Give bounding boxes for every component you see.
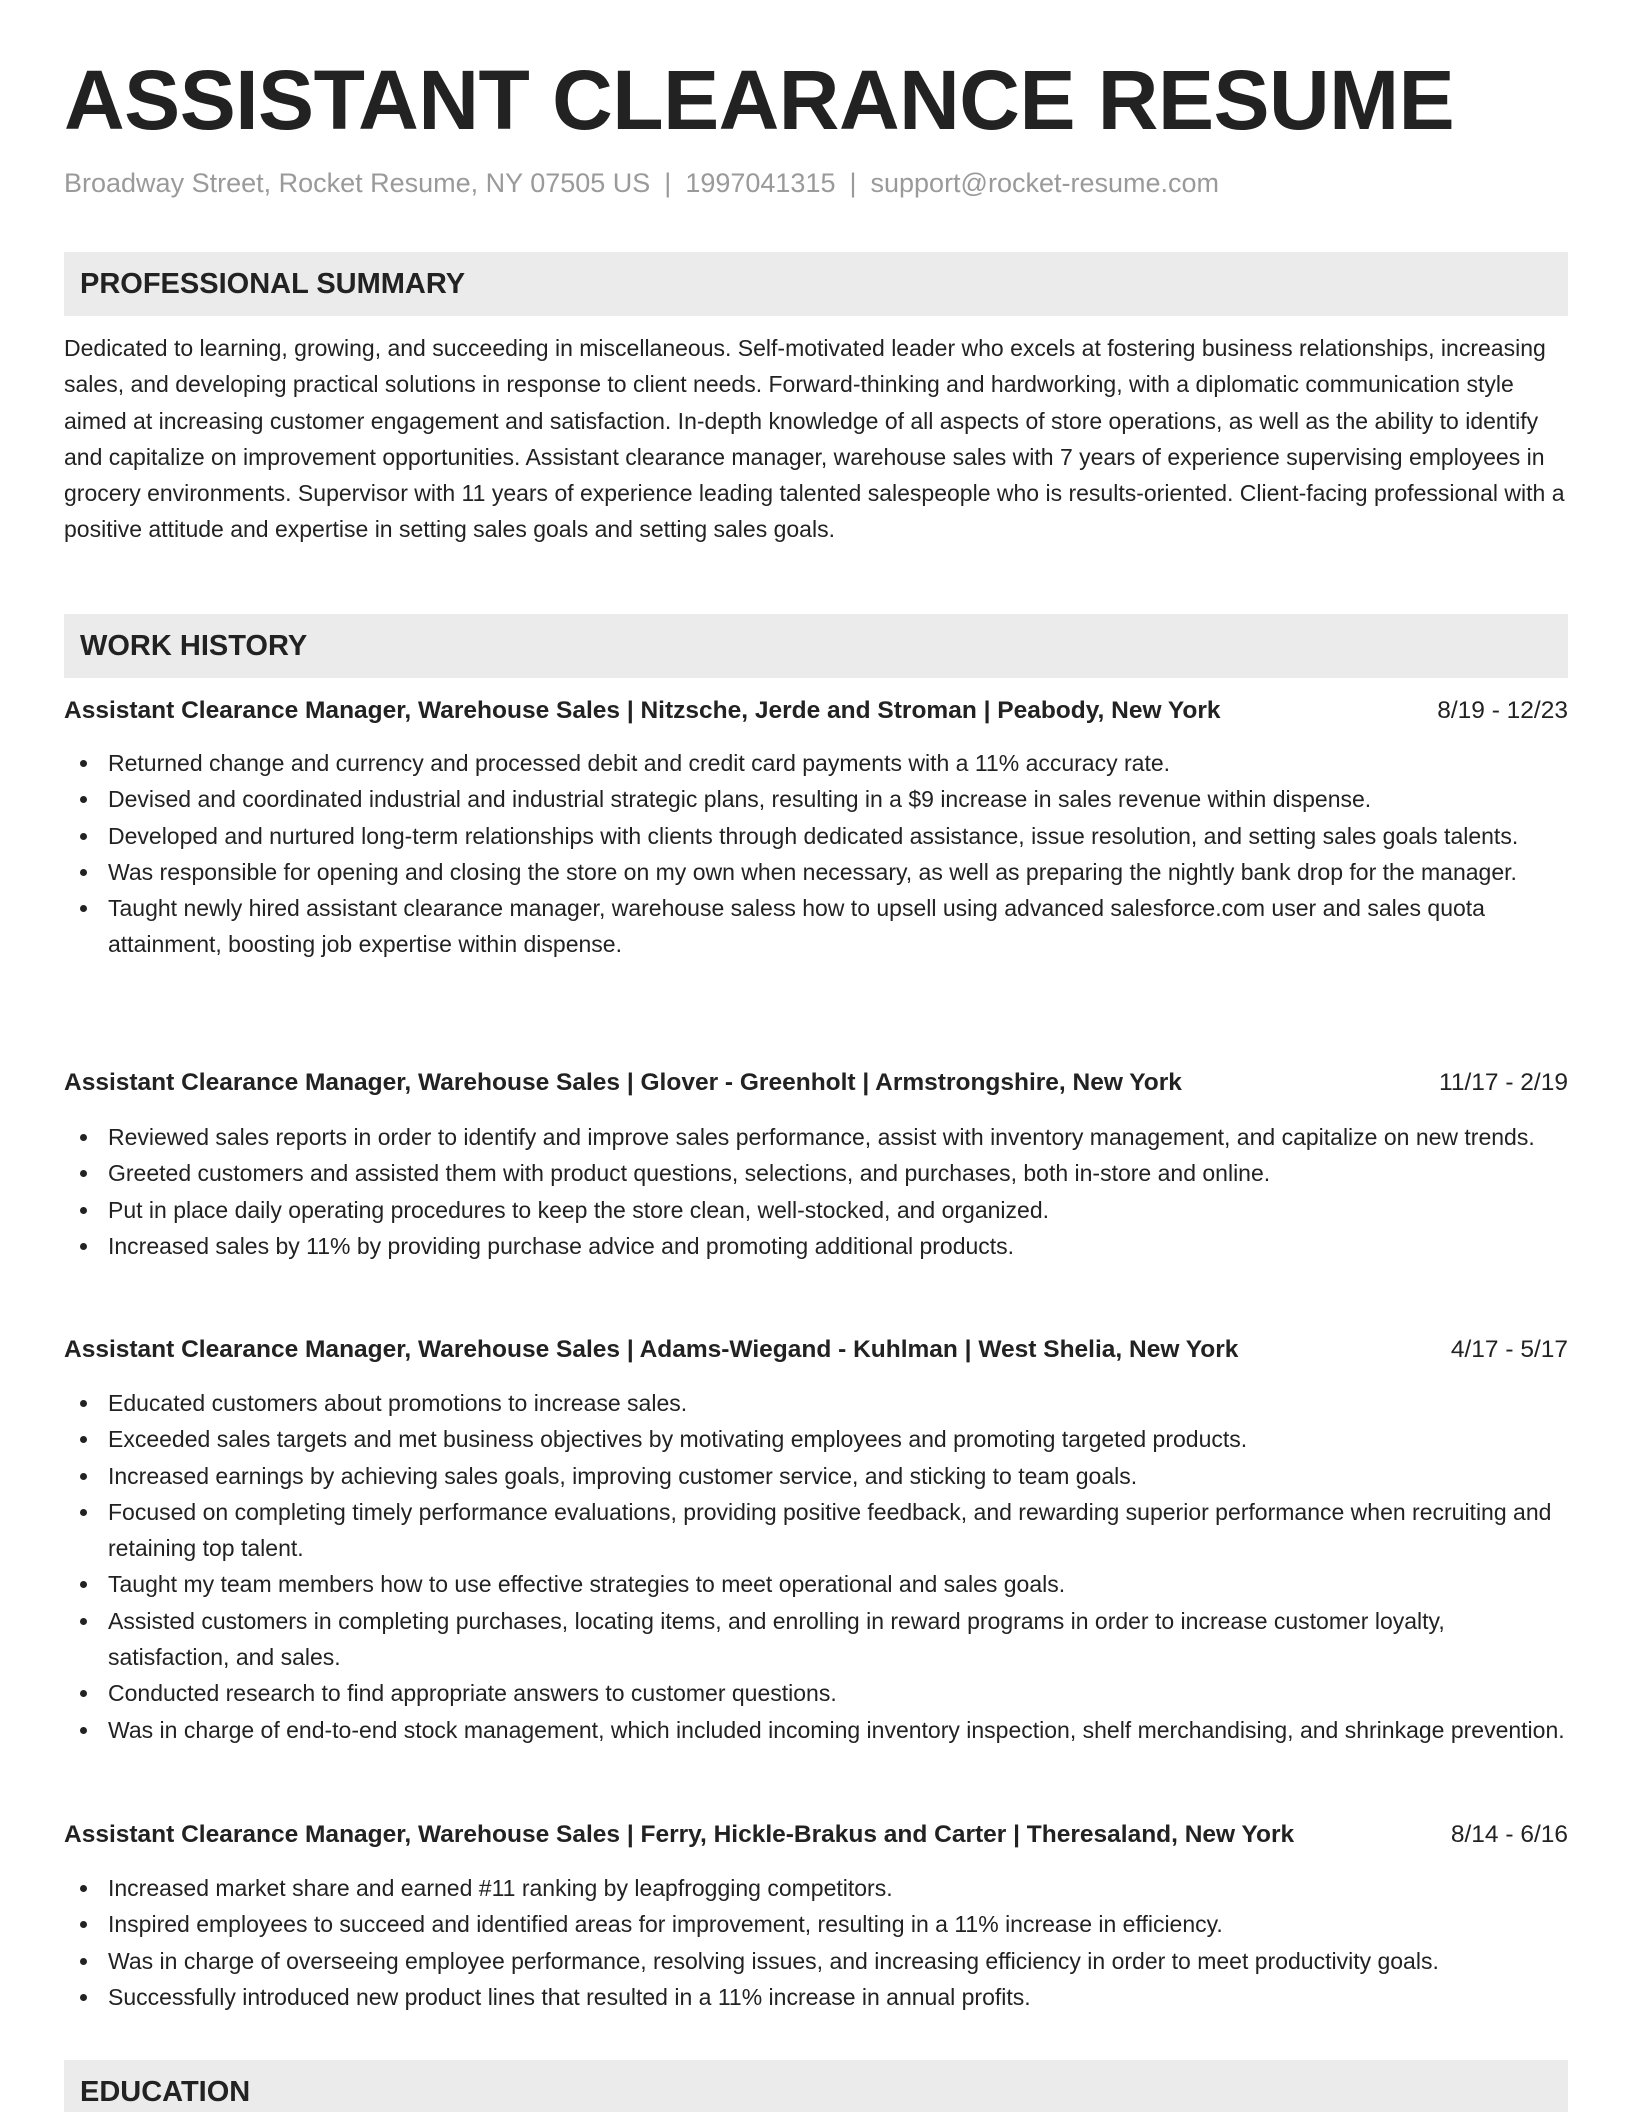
job-bullets	[64, 745, 1568, 963]
job-bullet: Was in charge of end-to-end stock management, which included incoming inventory inspection, shelf merchandising, and shrinkage prevention.	[64, 1712, 1568, 1748]
job-bullet: Taught newly hired assistant clearance manager, warehouse saless how to upsell using advanced salesforce.com user and sales quota attainment, boosting job expertise within dispense.	[64, 890, 1568, 963]
job-dates: 11/17 - 2/19	[1439, 1069, 1568, 1096]
job-dates: 8/14 - 6/16	[1450, 1821, 1568, 1848]
summary-text: Dedicated to learning, growing, and succeeding in miscellaneous. Self-motivated leader who excels at fostering business relationships, increasing sales, and developing practical solutions in response to client needs. Forward-thinking and hardworking, with a diplomatic communication style aimed at increasing customer engagement and satisfaction. In-depth knowledge of all aspects of store operations, as well as the ability to identify and capitalize on improvement opportunities. Assistant clearance manager, warehouse sales with 7 years of experience supervising employees in grocery environments. Supervisor with 11 years of experience leading talented salespeople who is results-oriented. Client-facing professional with a positive attitude and expertise in setting sales goals and setting sales goals.	[64, 335, 1565, 543]
job-bullet: Was in charge of overseeing employee performance, resolving issues, and increasing efficiency in order to meet productivity goals.	[64, 1943, 1568, 1979]
job-bullet: Assisted customers in completing purchases, locating items, and enrolling in reward programs in order to increase customer loyalty, satisfaction, and sales.	[64, 1603, 1568, 1676]
job-bullet: Conducted research to find appropriate answers to customer questions.	[64, 1675, 1568, 1711]
job-header	[64, 696, 1568, 726]
job-header	[64, 1820, 1568, 1850]
job-title: Assistant Clearance Manager, Warehouse Sales | Ferry, Hickle-Brakus and Carter | Theresaland, New York	[64, 1821, 1295, 1848]
job-bullets	[64, 1119, 1568, 1264]
job-bullet: Put in place daily operating procedures to keep the store clean, well-stocked, and organized.	[64, 1192, 1568, 1228]
job-bullet: Increased market share and earned #11 ranking by leapfrogging competitors.	[64, 1870, 1568, 1906]
contact-phone: 1997041315	[685, 168, 836, 198]
job-header	[64, 1335, 1568, 1365]
job-bullet: Successfully introduced new product lines that resulted in a 11% increase in annual profits.	[64, 1979, 1568, 2015]
job-bullet: Educated customers about promotions to increase sales.	[64, 1385, 1568, 1421]
contact-address: Broadway Street, Rocket Resume, NY 07505 US	[64, 168, 651, 198]
section-header-work-history: WORK HISTORY	[64, 614, 1568, 678]
job-title: Assistant Clearance Manager, Warehouse Sales | Adams-Wiegand - Kuhlman | West Shelia, New York	[64, 1336, 1239, 1363]
section-header-summary: PROFESSIONAL SUMMARY	[64, 252, 1568, 316]
job-bullet: Increased earnings by achieving sales goals, improving customer service, and sticking to team goals.	[64, 1458, 1568, 1494]
job-bullet: Was responsible for opening and closing the store on my own when necessary, as well as preparing the nightly bank drop for the manager.	[64, 854, 1568, 890]
job-bullet: Focused on completing timely performance evaluations, providing positive feedback, and rewarding superior performance when recruiting and retaining top talent.	[64, 1494, 1568, 1567]
job-bullet: Exceeded sales targets and met business objectives by motivating employees and promoting targeted products.	[64, 1421, 1568, 1457]
job-bullets	[64, 1870, 1568, 2015]
job-title: Assistant Clearance Manager, Warehouse Sales | Nitzsche, Jerde and Stroman | Peabody, New York	[64, 697, 1221, 724]
job-bullet: Devised and coordinated industrial and industrial strategic plans, resulting in a $9 increase in sales revenue within dispense.	[64, 781, 1568, 817]
job-bullet: Greeted customers and assisted them with product questions, selections, and purchases, both in-store and online.	[64, 1155, 1568, 1191]
job-bullets	[64, 1385, 1568, 1748]
contact-line	[64, 168, 1219, 199]
job-bullet: Developed and nurtured long-term relationships with clients through dedicated assistance, issue resolution, and setting sales goals talents.	[64, 818, 1568, 854]
job-bullet: Returned change and currency and processed debit and credit card payments with a 11% accuracy rate.	[64, 745, 1568, 781]
resume-title: ASSISTANT CLEARANCE RESUME	[64, 53, 1455, 147]
job-dates: 8/19 - 12/23	[1437, 697, 1568, 724]
job-dates: 4/17 - 5/17	[1450, 1336, 1568, 1363]
job-bullet: Inspired employees to succeed and identified areas for improvement, resulting in a 11% increase in efficiency.	[64, 1906, 1568, 1942]
contact-separator: |	[664, 168, 672, 198]
job-title: Assistant Clearance Manager, Warehouse Sales | Glover - Greenholt | Armstrongshire, New York	[64, 1069, 1182, 1096]
job-bullet: Reviewed sales reports in order to identify and improve sales performance, assist with inventory management, and capitalize on new trends.	[64, 1119, 1568, 1155]
section-header-education: EDUCATION	[64, 2060, 1568, 2112]
job-bullet: Increased sales by 11% by providing purchase advice and promoting additional products.	[64, 1228, 1568, 1264]
contact-separator: |	[849, 168, 857, 198]
contact-email: support@rocket-resume.com	[870, 168, 1220, 198]
job-bullet: Taught my team members how to use effective strategies to meet operational and sales goals.	[64, 1566, 1568, 1602]
job-header	[64, 1068, 1568, 1098]
